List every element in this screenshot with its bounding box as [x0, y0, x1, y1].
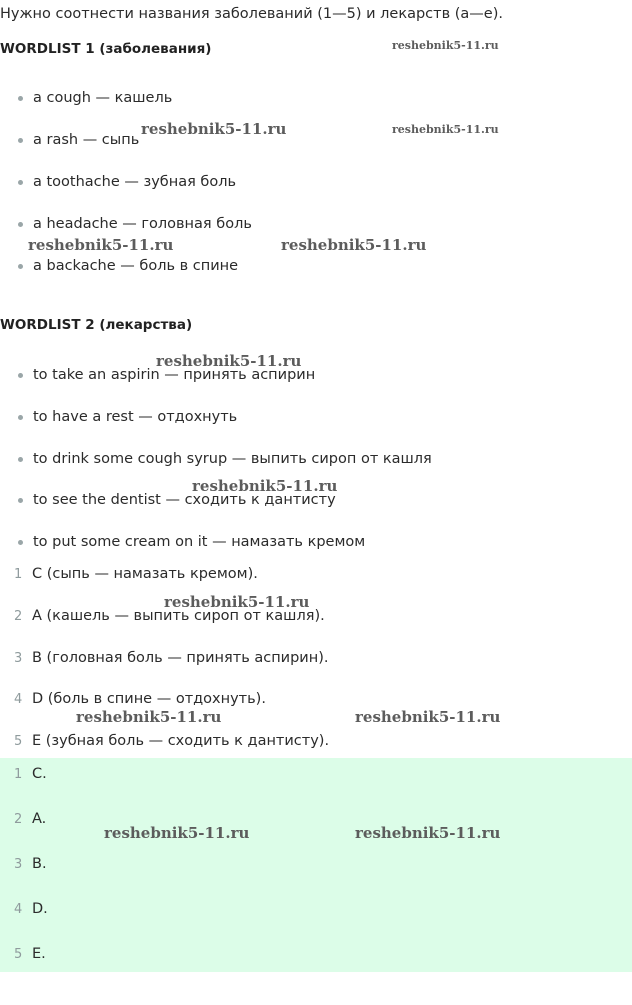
watermark: reshebnik5-11.ru [192, 477, 338, 495]
answer-item: 3 B. [14, 856, 47, 872]
watermark: reshebnik5-11.ru [355, 708, 501, 726]
watermark: reshebnik5-11.ru [355, 824, 501, 842]
explanation-item: 2 А (кашель — выпить сироп от кашля). [14, 608, 325, 624]
watermark: reshebnik5-11.ru [156, 352, 302, 370]
list-item: to take an aspirin — принять аспирин [18, 367, 315, 383]
answer-panel [0, 758, 632, 972]
wordlist2-title: WORDLIST 2 (лекарства) [0, 317, 193, 333]
list-item: to have a rest — отдохнуть [18, 409, 237, 425]
bullet-icon [18, 498, 23, 503]
watermark: reshebnik5-11.ru [28, 236, 174, 254]
watermark: reshebnik5-11.ru [281, 236, 427, 254]
bullet-icon [18, 138, 23, 143]
watermark: reshebnik5-11.ru [76, 708, 222, 726]
bullet-icon [18, 540, 23, 545]
list-item: a cough — кашель [18, 90, 172, 106]
wordlist1-title: WORDLIST 1 (заболевания) [0, 41, 212, 57]
answer-item: 2 A. [14, 811, 47, 827]
bullet-icon [18, 222, 23, 227]
explanation-item: 1 С (сыпь — намазать кремом). [14, 566, 258, 582]
answer-item: 4 D. [14, 901, 48, 917]
watermark: reshebnik5-11.ru [141, 120, 287, 138]
watermark: reshebnik5-11.ru [392, 39, 499, 52]
watermark: reshebnik5-11.ru [392, 123, 499, 136]
bullet-icon [18, 96, 23, 101]
list-item: a rash — сыпь [18, 132, 139, 148]
explanation-item: 3 В (головная боль — принять аспирин). [14, 650, 329, 666]
explanation-item: 4 D (боль в спине — отдохнуть). [14, 691, 266, 707]
watermark: reshebnik5-11.ru [104, 824, 250, 842]
bullet-icon [18, 457, 23, 462]
bullet-icon [18, 264, 23, 269]
intro-text: Нужно соотнести названия заболеваний (1—5) и лекарств (а—е). [0, 6, 503, 22]
list-item: a backache — боль в спине [18, 258, 238, 274]
list-item: to drink some cough syrup — выпить сироп от кашля [18, 451, 432, 467]
list-item: a headache — головная боль [18, 216, 252, 232]
answer-item: 5 E. [14, 946, 46, 962]
bullet-icon [18, 373, 23, 378]
bullet-icon [18, 180, 23, 185]
list-item: to see the dentist — сходить к дантисту [18, 492, 336, 508]
answer-item: 1 С. [14, 766, 47, 782]
explanation-item: 5 Е (зубная боль — сходить к дантисту). [14, 733, 330, 749]
list-item: a toothache — зубная боль [18, 174, 236, 190]
bullet-icon [18, 415, 23, 420]
list-item: to put some cream on it — намазать кремом [18, 534, 365, 550]
watermark: reshebnik5-11.ru [164, 593, 310, 611]
